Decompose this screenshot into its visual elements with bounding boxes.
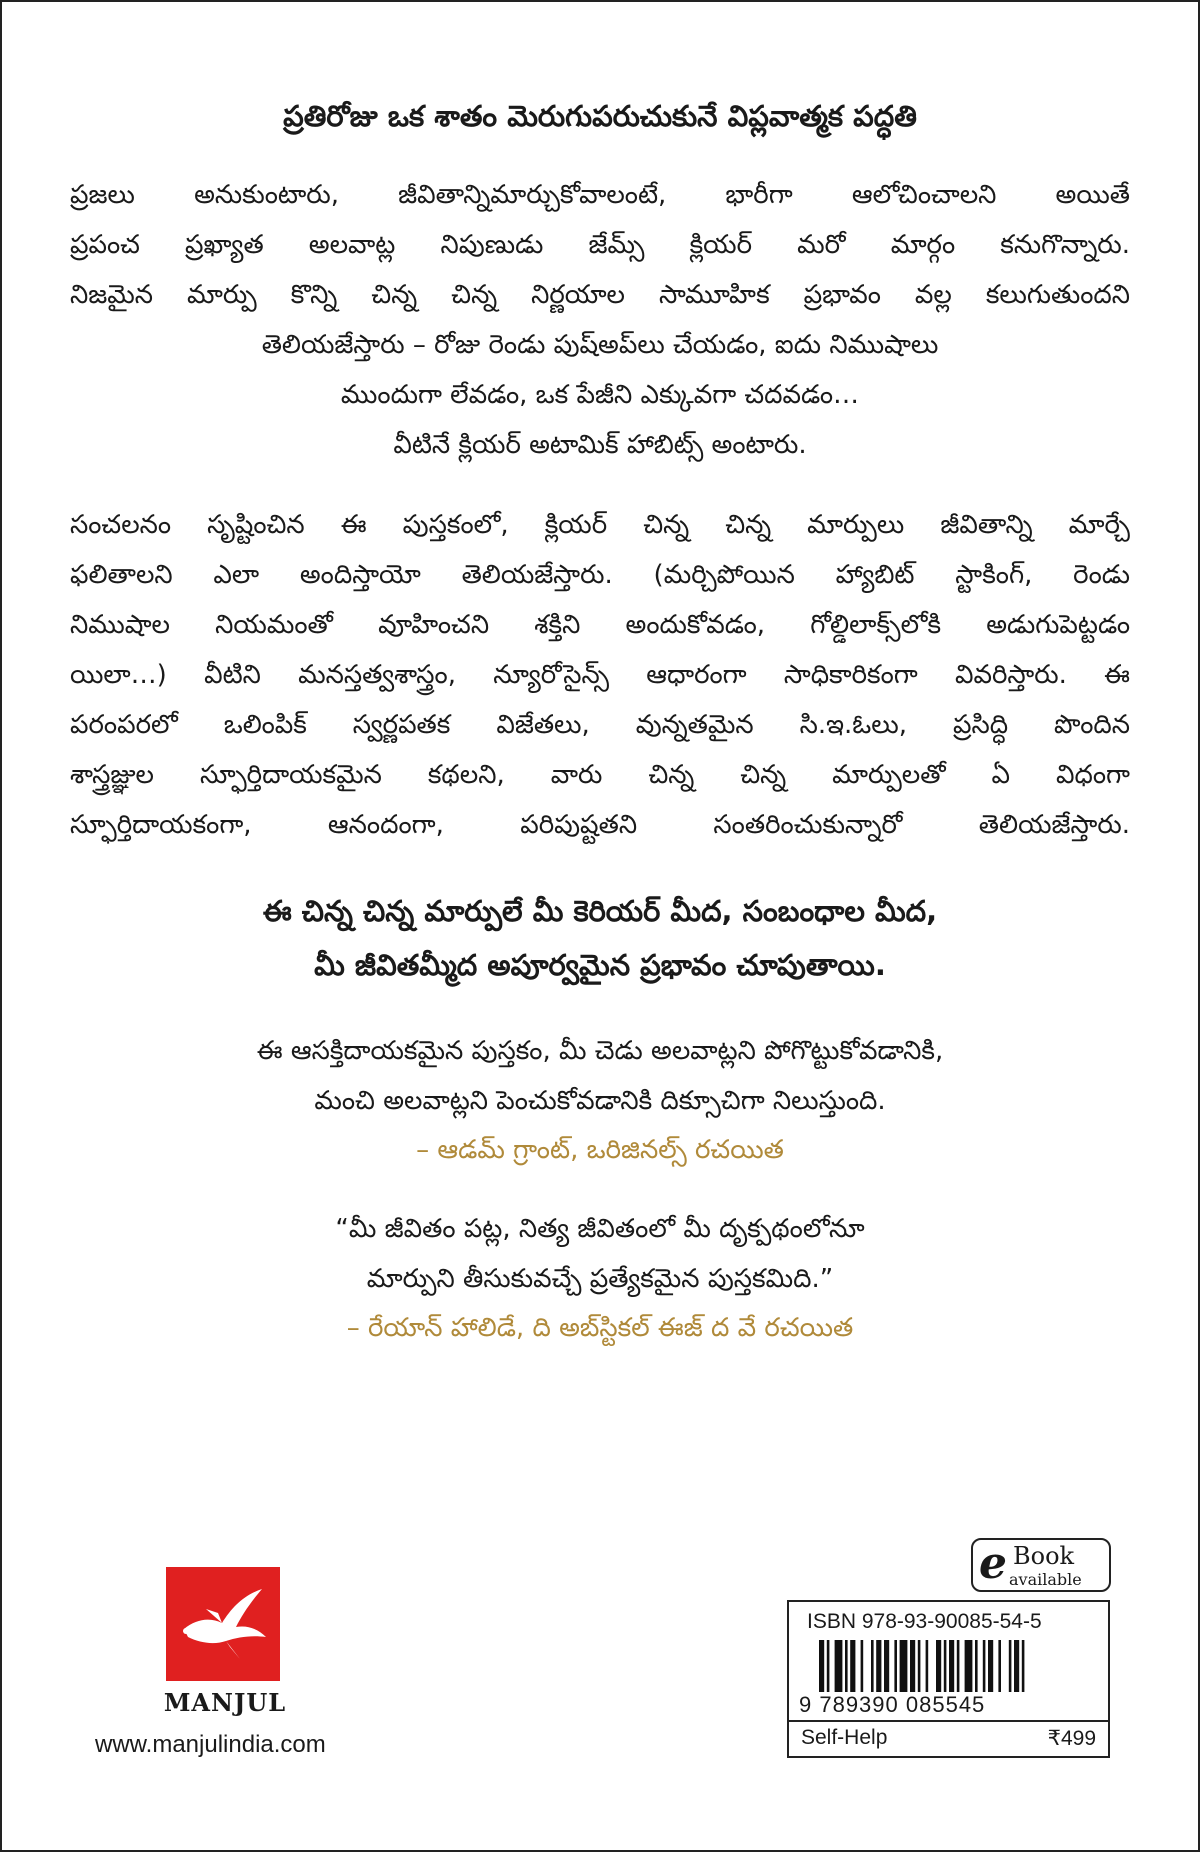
intro-line: ప్రజలు అనుకుంటారు, జీవితాన్నిమార్చుకోవాలంటే, భారీగా ఆలోచించాలని అయితే: [70, 180, 1130, 210]
quote-attribution: – రేయాన్ హాలిడే, ది అబ్‌స్టికల్ ఈజ్ ద వే రచయిత: [346, 1313, 854, 1343]
quote-attribution: – ఆడమ్ గ్రాంట్, ఒరిజినల్స్ రచయిత: [416, 1135, 784, 1165]
intro-line: నిజమైన మార్పు కొన్ని చిన్న చిన్న నిర్ణయాల సామూహిక ప్రభావం వల్ల కలుగుతుందని: [70, 280, 1130, 310]
barcode-panel: [787, 1600, 1110, 1758]
quote-line: ఈ ఆసక్తిదాయకమైన పుస్తకం, మీ చెడు అలవాట్లని పోగొట్టుకోవడానికి,: [256, 1036, 944, 1066]
back-cover-text: [70, 96, 1130, 1352]
quote-line: మార్పుని తీసుకువచ్చే ప్రత్యేకమైన పుస్తకమిది.”: [366, 1264, 834, 1294]
intro-line: ముందుగా లేవడం, ఒక పేజీని ఎక్కువగా చదవడం…: [340, 380, 860, 410]
isbn-label: ISBN 978-93-90085-54-5: [807, 1610, 1042, 1633]
barcode-digits: 9 789390 085545: [799, 1692, 986, 1717]
highlight-statement: [70, 884, 1130, 992]
description-line: యిలా…) వీటిని మనస్తత్వశాస్త్రం, న్యూరోసైన్స్ ఆధారంగా సాధికారికంగా వివరిస్తారు. ఈ: [70, 660, 1130, 690]
barcode-icon: [819, 1640, 1099, 1692]
headline: ప్రతిరోజు ఒక శాతం మెరుగుపరుచుకునే విప్లవాత్మక పద్ధతి: [283, 99, 917, 133]
barcode-divider: [789, 1720, 1108, 1722]
intro-line: వీటినే క్లియర్ అటామిక్ హాబిట్స్ అంటారు.: [393, 430, 807, 460]
description-line: ఫలితాలని ఎలా అందిస్తాయో తెలియజేస్తారు. (మర్చిపోయిన హ్యాబిట్ స్టాకింగ్, రెండు: [70, 560, 1130, 590]
description-line: నిముషాల నియమంతో వూహించని శక్తిని అందుకోవడం, గోల్డిలాక్స్‌లోకి అడుగుపెట్టడం: [70, 610, 1130, 640]
publisher-logo: [166, 1567, 280, 1681]
quote-adam-grant: [70, 1026, 1130, 1174]
highlight-line: ఈ చిన్న చిన్న మార్పులే మీ కెరియర్ మీద, సంబంధాల మీద,: [262, 894, 938, 928]
description-line: స్ఫూర్తిదాయకంగా, ఆనందంగా, పరిపుష్టతని సంతరించుకున్నారో తెలియజేస్తారు.: [70, 810, 1130, 840]
quote-line: మంచి అలవాట్లని పెంచుకోవడానికి దిక్సూచిగా నిలుస్తుంది.: [314, 1086, 886, 1116]
ebook-e: e: [979, 1538, 1007, 1589]
category-label: Self-Help: [801, 1726, 888, 1749]
quote-ryan-holiday: [70, 1204, 1130, 1352]
intro-paragraph: [70, 170, 1130, 320]
intro-line: తెలియజేస్తారు – రోజు రెండు పుష్‌అప్‌లు చేయడం, ఐదు నిముషాలు: [261, 330, 939, 360]
ebook-book: Book: [1013, 1542, 1075, 1570]
quote-line: “మీ జీవితం పట్ల, నిత్య జీవితంలో మీ దృక్పథంలోనూ: [335, 1214, 865, 1244]
ebook-badge: [971, 1538, 1111, 1592]
ebook-available: available: [1009, 1570, 1082, 1589]
highlight-line: మీ జీవితమ్మీద అపూర్వమైన ప్రభావం చూపుతాయి.: [314, 948, 886, 982]
description-line: పరంపరలో ఒలింపిక్ స్వర్ణపతక విజేతలు, వున్నతమైన సి.ఇ.ఓలు, ప్రసిద్ధి పొందిన: [70, 710, 1130, 740]
intro-line: ప్రపంచ ప్రఖ్యాత అలవాట్ల నిపుణుడు జేమ్స్ క్లియర్ మరో మార్గం కనుగొన్నారు.: [70, 230, 1130, 260]
intro-paragraph-centered: [70, 320, 1130, 470]
publisher-website[interactable]: www.manjulindia.com: [95, 1731, 326, 1758]
description-paragraph: [70, 500, 1130, 850]
description-line: శాస్త్రజ్ఞుల స్ఫూర్తిదాయకమైన కథలని, వారు చిన్న చిన్న మార్పులతో ఏ విధంగా: [70, 760, 1130, 790]
description-line: సంచలనం సృష్టించిన ఈ పుస్తకంలో, క్లియర్ చిన్న చిన్న మార్పులు జీవితాన్ని మార్చే: [70, 510, 1130, 540]
price-label: ₹499: [1047, 1727, 1096, 1750]
crane-bird-logo-icon: [166, 1567, 280, 1681]
publisher-name: MANJUL: [163, 1688, 287, 1717]
